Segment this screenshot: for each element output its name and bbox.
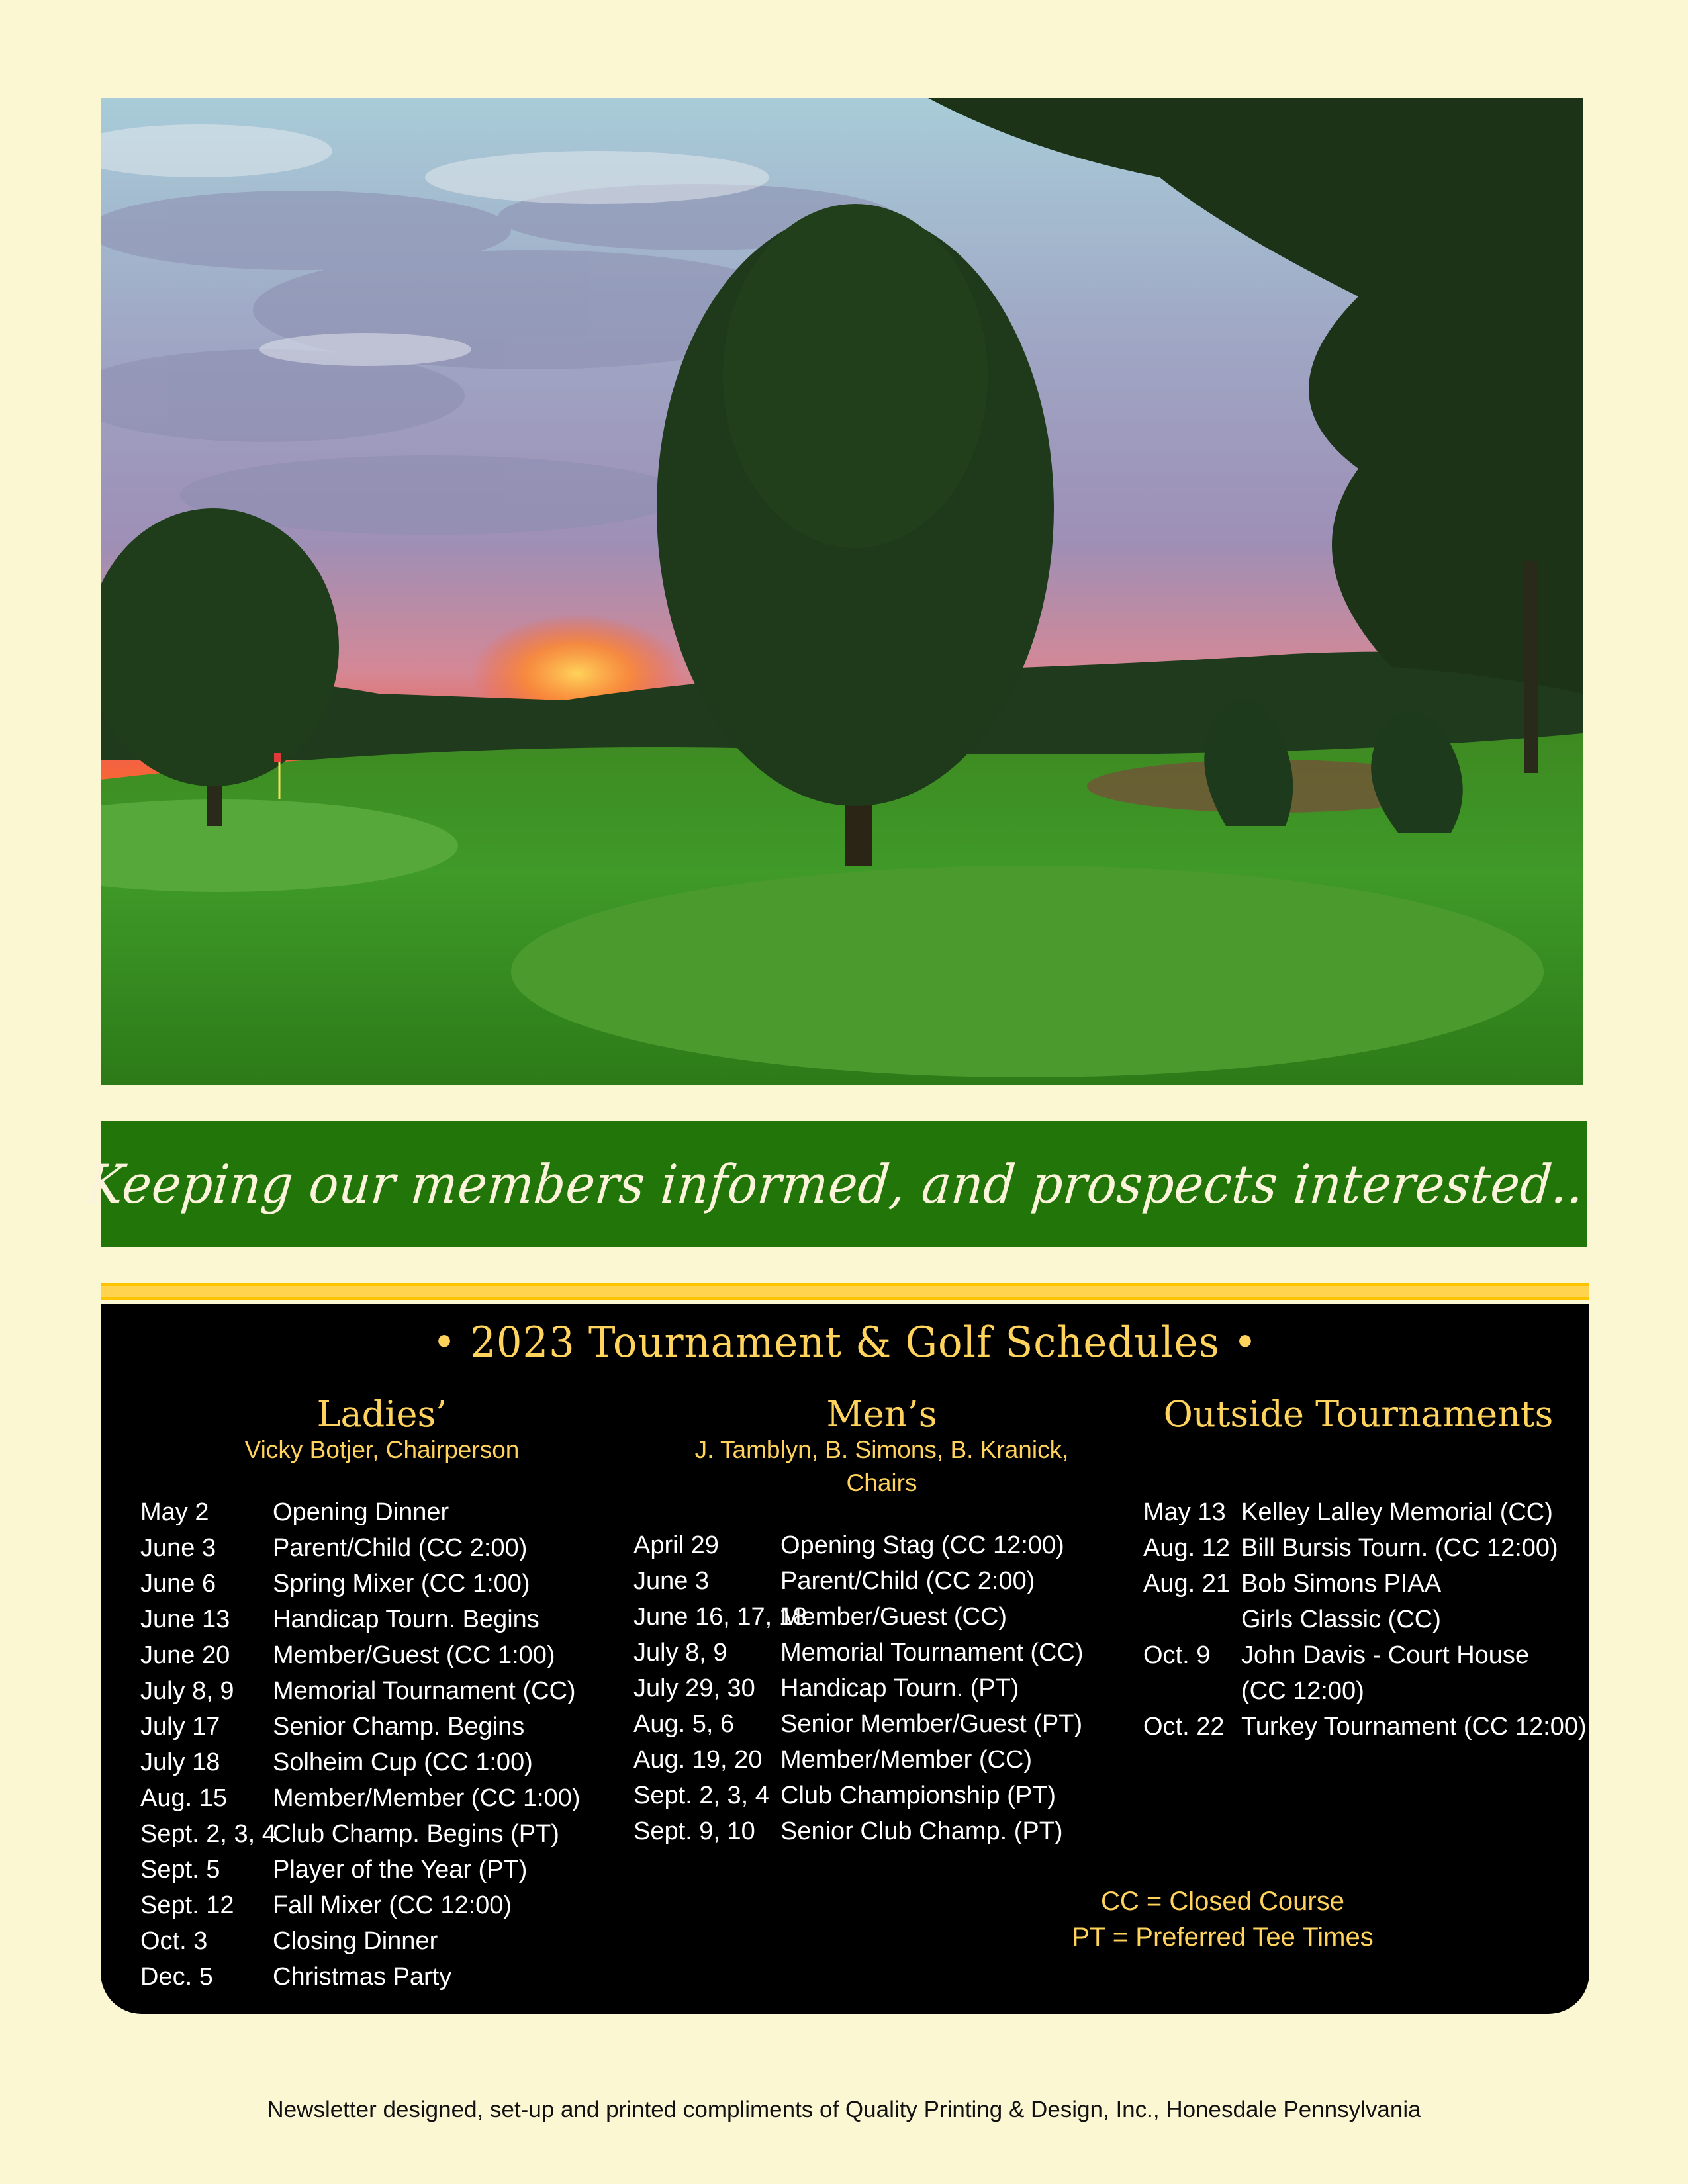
schedule-panel <box>101 1304 1589 2014</box>
event-line-2: (CC 12:00) <box>1241 1677 1364 1705</box>
event-row <box>633 1599 1084 1635</box>
event-date: June 3 <box>140 1534 216 1562</box>
printer-credit: Newsletter designed, set-up and printed compliments of Quality Printing & Design, Inc., Honesdale Pennsylvania <box>267 2097 1421 2122</box>
event-row <box>140 1959 581 1995</box>
event-date: Aug. 21 <box>1143 1570 1230 1598</box>
event-name: Senior Member/Guest (PT) <box>780 1710 1083 1738</box>
event-name: Fall Mixer (CC 12:00) <box>273 1891 512 1919</box>
event-row <box>1143 1709 1587 1745</box>
event-row <box>140 1923 581 1959</box>
event-name: Opening Dinner <box>273 1498 449 1526</box>
legend-cc: CC = Closed Course <box>1101 1887 1344 1916</box>
legend-pt: PT = Preferred Tee Times <box>1072 1923 1374 1952</box>
mens-heading: Men’s <box>826 1393 937 1435</box>
event-row <box>140 1780 581 1816</box>
event-date: July 8, 9 <box>140 1677 234 1705</box>
event-date: Sept. 2, 3, 4 <box>140 1820 276 1848</box>
event-row <box>140 1745 581 1780</box>
outside-event-list <box>1143 1494 1587 1745</box>
tagline-banner <box>84 1121 1604 1247</box>
event-name: Closing Dinner <box>273 1927 438 1955</box>
event-row <box>1143 1566 1587 1637</box>
event-name: Member/Guest (CC) <box>780 1603 1008 1631</box>
event-date: May 13 <box>1143 1498 1226 1526</box>
event-line-2: Girls Classic (CC) <box>1241 1606 1441 1633</box>
gold-divider <box>101 1283 1589 1300</box>
event-row <box>633 1813 1084 1849</box>
event-name <box>1241 1530 1558 1566</box>
event-line-1: Bob Simons PIAA <box>1241 1570 1442 1598</box>
event-date: Sept. 2, 3, 4 <box>633 1782 769 1809</box>
event-date: Sept. 5 <box>140 1856 220 1884</box>
event-row <box>1143 1637 1587 1709</box>
event-line-1: Bill Bursis Tourn. (CC 12:00) <box>1241 1534 1558 1562</box>
event-name <box>1241 1566 1441 1637</box>
event-name: Handicap Tourn. (PT) <box>780 1674 1019 1702</box>
mens-chairs: J. Tamblyn, B. Simons, B. Kranick, Chairs <box>694 1436 1069 1496</box>
event-date: June 6 <box>140 1570 216 1598</box>
event-row <box>140 1602 581 1637</box>
mens-event-list <box>633 1527 1084 1849</box>
tee-box <box>511 866 1544 1077</box>
event-date: Aug. 5, 6 <box>633 1710 735 1738</box>
event-date: Oct. 22 <box>1143 1713 1225 1741</box>
event-name: Solheim Cup (CC 1:00) <box>273 1749 533 1776</box>
event-name: Opening Stag (CC 12:00) <box>780 1531 1064 1559</box>
event-name: Memorial Tournament (CC) <box>273 1677 576 1705</box>
event-line-1: Kelley Lalley Memorial (CC) <box>1241 1498 1553 1526</box>
photo-illustration <box>101 98 1583 1085</box>
event-date: June 16, 17, 18 <box>633 1603 807 1631</box>
event-date: Sept. 9, 10 <box>633 1817 755 1845</box>
event-date: Oct. 3 <box>140 1927 208 1955</box>
outside-heading: Outside Tournaments <box>1163 1393 1554 1435</box>
event-date: June 20 <box>140 1641 230 1669</box>
event-name: Memorial Tournament (CC) <box>780 1639 1084 1666</box>
event-row <box>140 1888 581 1923</box>
event-row <box>633 1706 1084 1742</box>
event-name <box>1241 1637 1529 1709</box>
event-date: Aug. 15 <box>140 1784 227 1812</box>
event-name <box>1241 1709 1587 1745</box>
event-row <box>140 1816 581 1852</box>
event-name: Parent/Child (CC 2:00) <box>780 1567 1035 1595</box>
event-name: Member/Member (CC) <box>780 1746 1033 1774</box>
event-row <box>140 1852 581 1888</box>
ladies-chair: Vicky Botjer, Chairperson <box>244 1436 520 1463</box>
event-row <box>140 1566 581 1602</box>
event-date: July 8, 9 <box>633 1639 727 1666</box>
event-name: Member/Guest (CC 1:00) <box>273 1641 555 1669</box>
event-date: June 13 <box>140 1606 230 1633</box>
event-row <box>140 1673 581 1709</box>
event-name: Member/Member (CC 1:00) <box>273 1784 581 1812</box>
event-row <box>633 1527 1084 1563</box>
event-row <box>1143 1530 1587 1566</box>
event-name: Christmas Party <box>273 1963 452 1991</box>
event-row <box>140 1530 581 1566</box>
event-row <box>633 1778 1084 1813</box>
event-date: July 29, 30 <box>633 1674 755 1702</box>
tagline: Keeping our members informed, and prospects interested... <box>84 1153 1604 1215</box>
event-name: Senior Club Champ. (PT) <box>780 1817 1063 1845</box>
event-name: Handicap Tourn. Begins <box>273 1606 539 1633</box>
event-row <box>140 1709 581 1745</box>
event-row <box>633 1635 1084 1670</box>
event-date: Aug. 19, 20 <box>633 1746 763 1774</box>
event-date: July 18 <box>140 1749 220 1776</box>
event-row <box>633 1563 1084 1599</box>
event-row <box>1143 1494 1587 1530</box>
event-row <box>140 1637 581 1673</box>
event-name: Parent/Child (CC 2:00) <box>273 1534 528 1562</box>
event-row <box>633 1670 1084 1706</box>
golf-course-photo <box>101 98 1583 1085</box>
abbreviation-legend <box>925 1884 1521 1955</box>
event-date: Dec. 5 <box>140 1963 213 1991</box>
event-line-1: Turkey Tournament (CC 12:00) <box>1241 1713 1587 1741</box>
event-date: June 3 <box>633 1567 710 1595</box>
event-name: Spring Mixer (CC 1:00) <box>273 1570 530 1598</box>
event-date: May 2 <box>140 1498 209 1526</box>
event-name: Senior Champ. Begins <box>273 1713 525 1741</box>
event-date: Sept. 12 <box>140 1891 234 1919</box>
event-line-1: John Davis - Court House <box>1241 1641 1530 1669</box>
event-row <box>140 1494 581 1530</box>
event-date: Aug. 12 <box>1143 1534 1230 1562</box>
event-row <box>633 1742 1084 1778</box>
event-date: Oct. 9 <box>1143 1641 1211 1669</box>
ladies-event-list <box>140 1494 581 1995</box>
ladies-heading: Ladies’ <box>316 1393 447 1435</box>
event-date: July 17 <box>140 1713 220 1741</box>
event-date: April 29 <box>633 1531 719 1559</box>
schedule-title: • 2023 Tournament & Golf Schedules • <box>432 1318 1258 1367</box>
event-name <box>1241 1494 1553 1530</box>
event-name: Club Championship (PT) <box>780 1782 1056 1809</box>
event-name: Player of the Year (PT) <box>273 1856 528 1884</box>
event-name: Club Champ. Begins (PT) <box>273 1820 559 1848</box>
